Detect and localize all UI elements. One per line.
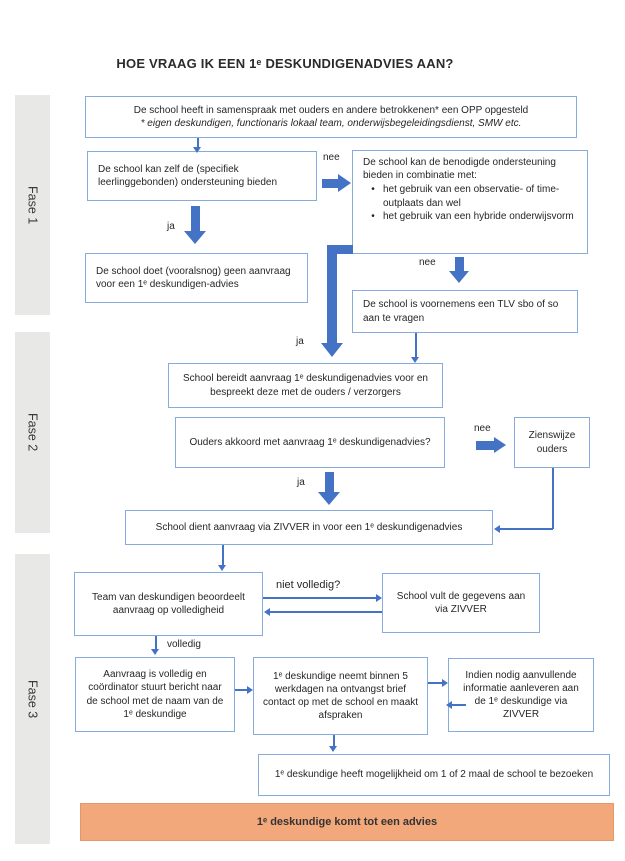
box-dient-in-zivver <box>125 510 493 545</box>
box-school-bezoeken <box>258 754 610 796</box>
label-ja-combinatie: ja <box>296 336 304 347</box>
connector-line <box>552 468 554 529</box>
box-combinatie <box>352 150 588 254</box>
connector-arrowhead-icon <box>442 679 448 687</box>
box-bereidt-aanvraag <box>168 363 443 408</box>
box-zienswijze-ouders <box>514 417 590 468</box>
arrow-down-head-icon <box>318 492 340 505</box>
box-zienswijze-text: Zienswijze ouders <box>528 430 576 455</box>
label-nee-zelf: nee <box>323 152 340 163</box>
phase-bar-fase-2 <box>15 332 50 533</box>
label-volledig: volledig <box>167 639 201 650</box>
connector-arrowhead-icon <box>151 649 159 655</box>
box-contact-vijf-werkdagen <box>253 657 428 735</box>
connector-arrowhead-icon <box>247 686 253 694</box>
connector-line <box>197 138 199 147</box>
phase-label-fase-2: Fase 2 <box>25 413 40 452</box>
connector-line <box>428 682 442 684</box>
box-team-beoordeelt-text: Team van deskundigen beoordeelt aanvraag op volledigheid <box>92 591 245 616</box>
label-nee-combinatie: nee <box>419 257 436 268</box>
arrow-down-icon <box>191 206 200 231</box>
connector-arrowhead-icon <box>193 147 201 153</box>
arrow-down-icon <box>455 257 464 271</box>
connector-arrowhead-icon <box>494 525 500 533</box>
connector-line <box>415 333 417 357</box>
box-opp-line1: De school heeft in samenspraak met ouders en andere betrokkenen* een OPP opgesteld <box>133 104 529 116</box>
box-combinatie-intro: De school kan de benodigde ondersteuning bieden in combinatie met: <box>363 157 556 182</box>
box-bezoeken-text: 1ᵉ deskundige heeft mogelijkheid om 1 of 2 maal de school te bezoeken <box>274 769 594 781</box>
phase-label-fase-1: Fase 1 <box>25 185 40 225</box>
connector-line <box>222 545 224 565</box>
bullet-icon: • <box>371 210 375 222</box>
arrow-down-head-icon <box>184 231 206 244</box>
box-combinatie-bullet-1: het gebruik van een observatie- of time-outplaats dan wel <box>383 184 560 209</box>
connector-line <box>333 735 335 746</box>
phase-label-fase-3: Fase 3 <box>25 679 40 719</box>
arrow-right-head-icon <box>338 174 351 192</box>
box-vult-aan-zivver <box>382 573 540 633</box>
box-contact-text: 1ᵉ deskundige neemt binnen 5 werkdagen na ontvangst brief contact op met de school en maakt afspraken <box>262 670 419 722</box>
box-geen-aanvraag-text: De school doet (vooralsnog) geen aanvraag voor een 1ᵉ deskundigen-advies <box>96 265 291 290</box>
list-item <box>363 183 577 209</box>
box-zelf-ondersteuning-text: De school kan zelf de (specifiek leerlinggebonden) ondersteuning bieden <box>98 163 278 188</box>
label-ja-akkoord: ja <box>297 477 305 488</box>
connector-arrowhead-icon <box>446 701 452 709</box>
connector-line <box>500 528 553 530</box>
box-advies-text: 1ᵉ deskundige komt tot een advies <box>256 815 438 828</box>
box-combinatie-bullet-2: het gebruik van een hybride onderwijsvorm <box>383 210 574 222</box>
connector-arrowhead-icon <box>218 565 226 571</box>
box-vult-aan-text: School vult de gegevens aan via ZIVVER <box>396 590 526 615</box>
phase-bar-fase-1 <box>15 95 50 315</box>
connector-line <box>263 597 376 599</box>
phase-bar-fase-3 <box>15 554 50 844</box>
elbow-arrow-head-icon <box>321 343 343 357</box>
connector-arrowhead-icon <box>264 608 270 616</box>
box-opp-opgesteld <box>85 96 577 138</box>
box-opp-line2: * eigen deskundigen, functionaris lokaal team, onderwijsbegeleidingsdienst, SMW etc. <box>140 118 522 129</box>
elbow-arrow-vertical-icon <box>327 245 337 343</box>
connector-line <box>452 704 466 706</box>
label-nee-akkoord: nee <box>474 423 491 434</box>
connector-arrowhead-icon <box>376 594 382 602</box>
box-bereidt-text: School bereidt aanvraag 1ᵉ deskundigenadvies voor en bespreekt deze met de ouders / verzorgers <box>183 373 428 398</box>
box-aanvullende-informatie <box>448 658 594 732</box>
box-geen-aanvraag <box>85 253 308 303</box>
box-advies-eindresultaat <box>80 803 614 841</box>
box-dient-in-text: School dient aanvraag via ZIVVER in voor een 1ᵉ deskundigenadvies <box>155 521 463 533</box>
arrow-down-icon <box>325 472 334 492</box>
box-tlv-voornemens <box>352 290 578 333</box>
label-ja-zelf: ja <box>167 221 175 232</box>
box-tlv-text: De school is voornemens een TLV sbo of so aan te vragen <box>363 299 559 324</box>
label-niet-volledig: niet volledig? <box>276 579 341 591</box>
box-combinatie-bullet-list <box>363 183 577 223</box>
box-ouders-akkoord-text: Ouders akkoord met aanvraag 1ᵉ deskundigenadvies? <box>189 436 431 448</box>
connector-arrowhead-icon <box>329 746 337 752</box>
box-team-beoordeelt <box>74 572 263 636</box>
box-ouders-akkoord <box>175 417 445 468</box>
box-zelf-ondersteuning <box>87 151 317 201</box>
arrow-right-head-icon <box>494 437 506 453</box>
connector-line <box>235 689 247 691</box>
connector-line <box>155 636 157 649</box>
page-title: HOE VRAAG IK EEN 1ᵉ DESKUNDIGENADVIES AAN? <box>116 56 454 71</box>
arrow-right-icon <box>322 179 338 188</box>
arrow-down-head-icon <box>449 271 469 283</box>
box-aanvullend-text: Indien nodig aanvullende informatie aanleveren aan de 1ᵉ deskundige via ZIVVER <box>463 669 579 721</box>
box-coordinator-bericht <box>75 657 235 732</box>
box-coordinator-text: Aanvraag is volledig en coördinator stuurt bericht naar de school met de naam van de 1ᵉ deskundige <box>86 669 224 720</box>
connector-arrowhead-icon <box>411 357 419 363</box>
list-item <box>363 210 577 223</box>
arrow-right-icon <box>476 441 494 450</box>
connector-line <box>270 611 382 613</box>
bullet-icon: • <box>371 184 375 196</box>
